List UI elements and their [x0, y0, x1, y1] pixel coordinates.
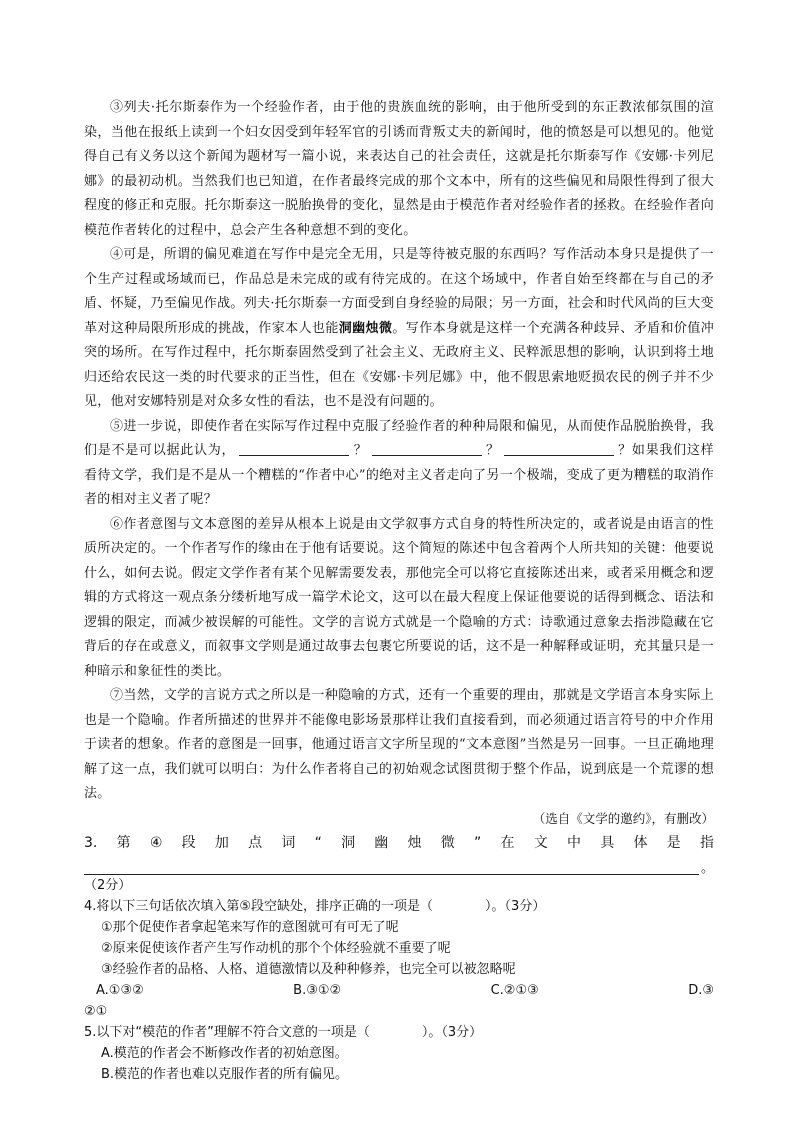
- answer-underline: [84, 873, 699, 875]
- paragraph-5-text-a: ⑤进一步说，即使作者在实际写作过程中克服了经验作者的种种局限和偏见，从而使作品脱胎换骨，我们是不是可以据此认为，: [84, 418, 714, 458]
- blank-2[interactable]: [372, 441, 482, 456]
- paragraph-5-q2: ？: [485, 443, 500, 458]
- question-4-item-2: ②原来促使该作者产生写作动机的那个个体经验就不重要了呢: [101, 940, 451, 956]
- paragraph-4-text-b: 。写作本身就是这样一个充满各种歧异、矛盾和价值冲突的场所。在写作过程中，托尔斯泰固然受到了社会主义、无政府主义、民粹派思想的影响，认识到将土地归还给农民这一类的时代要求的正当性，但在《安娜·卡列尼娜》中，他不假思索地贬损农民的例子并不少见，他对安娜特别是对众多女性的看法，也不是没有问题的。: [84, 320, 715, 409]
- paragraph-4: [84, 243, 714, 415]
- blank-3[interactable]: [504, 441, 614, 456]
- choice-d[interactable]: D.③: [688, 982, 714, 998]
- blank-1[interactable]: [239, 441, 349, 456]
- dotted-word: 洞幽烛微: [338, 320, 393, 336]
- question-3-stem: 3. 第 ④ 段 加 点 词 “ 洞 幽 烛 微 ” 在 文 中 具 体 是 指: [84, 834, 714, 851]
- choice-b[interactable]: B.③①②: [293, 982, 342, 998]
- question-3-score: （2分）: [84, 877, 132, 893]
- question-4-stem: 4.将以下三句话依次填入第⑤段空缺处，排序正确的一项是（ ）。（3分）: [84, 898, 546, 914]
- paragraph-4-text-a: ④可是，所谓的偏见难道在写作中是完全无用，只是等待被克服的东西吗？写作活动本身只是提供了一个生产过程或场域而已，作品总是未完成的或有待完成的。在这个场域中，作者自始至终都在与自己的矛盾、怀疑，乃至偏见作战。列夫·托尔斯泰一方面受到自身经验的局限；另一方面，社会和时代风尚的巨大变革对这种局限所形成的挑战，作家本人也能: [84, 247, 714, 336]
- question-5-stem: 5.以下对“模范的作者”理解不符合文意的一项是（ ）。（3分）: [84, 1024, 483, 1040]
- question-4-choices: [84, 980, 714, 1001]
- choice-a[interactable]: A.①③②: [96, 982, 144, 998]
- question-5-option-a[interactable]: A.模范的作者会不断修改作者的初始意图。: [101, 1045, 348, 1061]
- choice-d-wrap: ②①: [84, 1003, 108, 1019]
- paragraph-6: ⑥作者意图与文本意图的差异从根本上说是由文学叙事方式自身的特性所决定的，或者说是由语言的性质所决定的。一个作者写作的缘由在于他有话要说。这个简短的陈述中包含着两个人所共知的关键：他要说什么，如何去说。假定文学作者有某个见解需要发表，那他完全可以将它直接陈述出来，或者采用概念和逻辑的方式将这一观点条分缕析地写成一篇学术论文，这可以在最大程度上保证他要说的话得到概念、语法和逻辑的限定，而减少被误解的可能性。文学的言说方式就是一个隐喻的方式：诗歌通过意象去指涉隐藏在它背后的存在或意义，而叙事文学则是通过故事去包裹它所要说的话，这不是一种解释或证明，充其量只是一种暗示和象征性的类比。: [84, 516, 714, 679]
- question-4-item-3: ③经验作者的品格、人格、道德激情以及种种修养，也完全可以被忽略呢: [101, 961, 516, 977]
- question-4-item-1: ①那个促使作者拿起笔来写作的意图就可有可无了呢: [101, 919, 399, 935]
- question-5-option-b[interactable]: B.模范的作者也难以克服作者的所有偏见。: [101, 1066, 349, 1082]
- paragraph-7: ⑦当然，文学的言说方式之所以是一种隐喻的方式，还有一个重要的理由，那就是文学语言本身实际上也是一个隐喻。作者所描述的世界并不能像电影场景那样让我们直接看到，而必须通过语言符号的中介作用于读者的想象。作者的意图是一回事，他通过语言文字所呈现的“文本意图”当然是另一回事。一旦正确地理解了这一点，我们就可以明白：为什么作者将自己的初始观念试图贯彻于整个作品，说到底是一个荒谬的想法。: [84, 688, 714, 801]
- question-3-answer-line[interactable]: [84, 855, 714, 875]
- exam-page: [84, 96, 714, 1085]
- source-citation: （选自《文学的邀约》，有删改）: [532, 810, 714, 826]
- choice-c[interactable]: C.②①③: [490, 982, 539, 998]
- paragraph-5-q1: ？: [353, 443, 368, 458]
- paragraph-3: ③列夫·托尔斯泰作为一个经验作者，由于他的贵族血统的影响，由于他所受到的东正教浓郁氛围的渲染，当他在报纸上读到一个妇女因受到年轻军官的引诱而背叛丈夫的新闻时，他的愤怒是可以想见的。他觉得自己有义务以这个新闻为题材写一篇小说，来表达自己的社会责任，这就是托尔斯泰写作《安娜·卡列尼娜》的最初动机。当然我们也已知道，在作者最终完成的那个文本中，所有的这些偏见和局限性得到了很大程度的修正和克服。托尔斯泰这一脱胎换骨的变化，显然是由于模范作者对经验作者的拯救。在经验作者向模范作者转化的过程中，总会产生各种意想不到的变化。: [84, 100, 714, 238]
- paragraph-5-q3: ？如果我们这样看待文学，我们是不是从一个糟糕的“作者中心”的绝对主义者走向了另一个极端，变成了更为糟糕的取消作者的相对主义者了呢？: [84, 443, 714, 507]
- paragraph-5: [84, 415, 714, 513]
- question-3-end-mark: 。: [700, 860, 714, 876]
